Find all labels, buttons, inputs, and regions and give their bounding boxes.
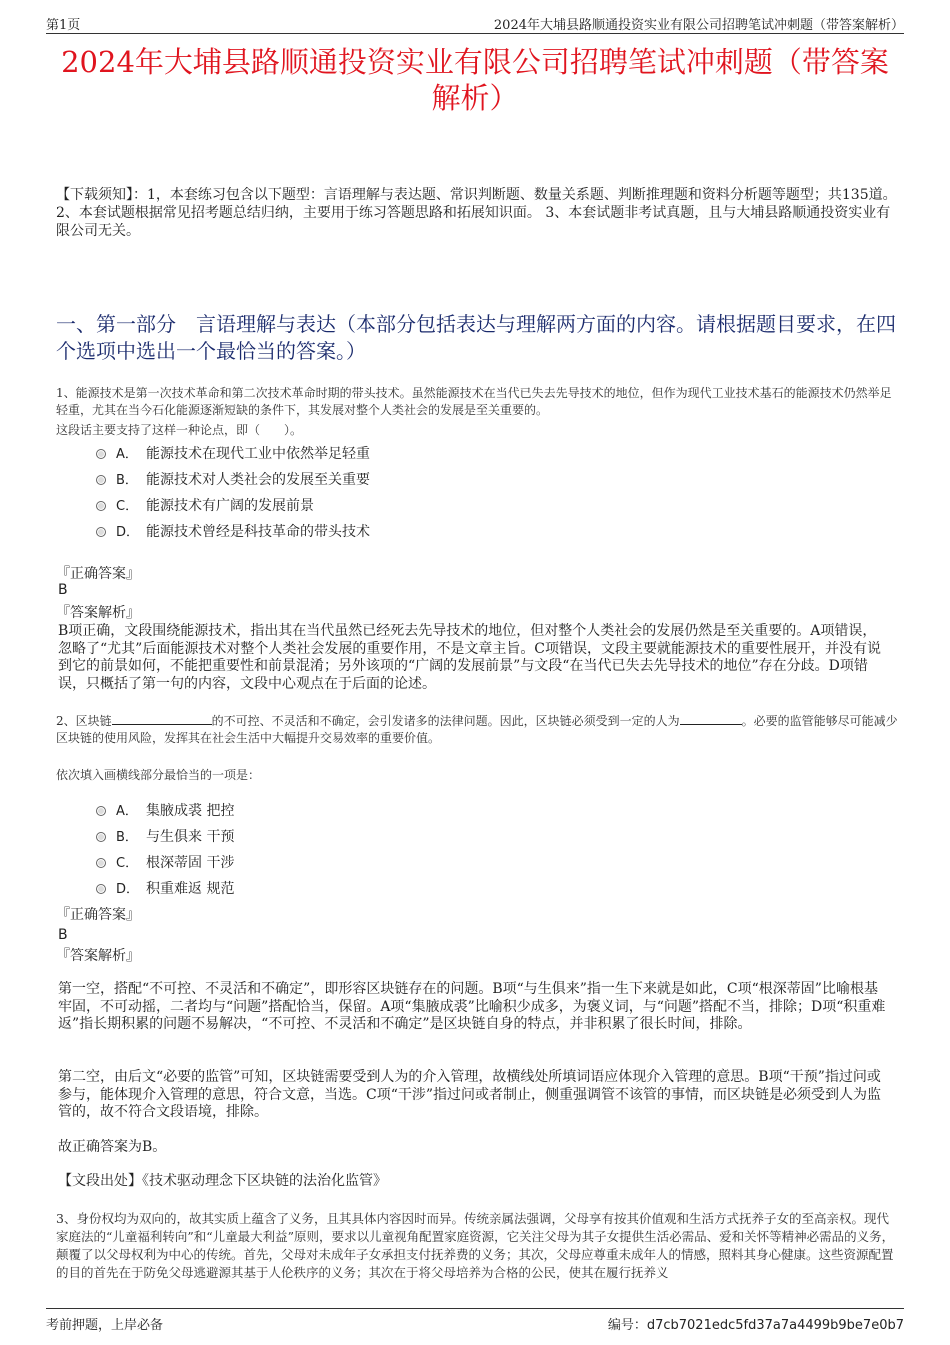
- option-b[interactable]: B． 能源技术对人类社会的发展至关重要: [96, 468, 370, 494]
- radio-icon[interactable]: [96, 475, 106, 485]
- q1-options: [96, 442, 370, 546]
- radio-icon[interactable]: [96, 806, 106, 816]
- footer-code: 编号：d7cb7021edc5fd37a7a4499b9be7e0b7: [607, 1318, 904, 1333]
- q2-analysis-label: 『答案解析』: [56, 948, 140, 964]
- q2-analysis-2: 第二空，由后文“必要的监管”可知，区块链需要受到人为的介入管理，故横线处所填词语应体现介入管理的意思。B项“干预”指过问或参与，能体现介入管理的意思，符合文意，当选。C项“干涉”指过问或者制止，侧重强调管不该管的事情，而区块链是必须受到人为监管的，故不符合文段语境，排除。: [58, 1069, 882, 1120]
- footer-slogan: 考前押题，上岸必备: [46, 1318, 164, 1333]
- q1-analysis: B项正确，文段围绕能源技术，指出其在当代虽然已经死去先导技术的地位，但对整个人类社会的发展仍然是至关重要的。A项错误，忽略了“尤其”后面能源技术对整个人类社会发展的重要作用，不是文章主旨。C项错误，文段主要就能源技术的重要性展开，并没有说到它的前景如何，不能把重要性和前景混淆；另外该项的“广阔的发展前景”与文段“在当代已失去先导技术的地位”存在分歧。D项错误，只概括了第一句的内容，文段中心观点在于后面的论述。: [58, 623, 882, 692]
- radio-icon[interactable]: [96, 527, 106, 537]
- radio-icon[interactable]: [96, 832, 106, 842]
- option-a[interactable]: A． 能源技术在现代工业中依然举足轻重: [96, 442, 370, 468]
- radio-icon[interactable]: [96, 858, 106, 868]
- footer-divider: [46, 1308, 904, 1309]
- q1-correct-label: 『正确答案』: [56, 566, 140, 582]
- option-c[interactable]: C． 根深蒂固 干涉: [96, 851, 234, 877]
- option-d[interactable]: D． 能源技术曾经是科技革命的带头技术: [96, 520, 370, 546]
- q2-correct-label: 『正确答案』: [56, 907, 140, 923]
- option-c[interactable]: C． 能源技术有广阔的发展前景: [96, 494, 370, 520]
- q1-prompt: 这段话主要支持了这样一种论点，即（ ）。: [56, 423, 303, 437]
- q2-options: [96, 799, 234, 903]
- q2-conclusion: 故正确答案为B。: [58, 1139, 167, 1155]
- radio-icon[interactable]: [96, 501, 106, 511]
- q1-stem: 1、能源技术是第一次技术革命和第二次技术革命时期的带头技术。虽然能源技术在当代已失去先导技术的地位，但作为现代工业技术基石的能源技术仍然举足轻重，尤其在当今石化能源逐渐短缺的条件下，其发展对整个人类社会的发展是至关重要的。: [56, 386, 892, 417]
- download-notice: 【下载须知】：1，本套练习包含以下题型：言语理解与表达题、常识判断题、数量关系题、判断推理题和资料分析题等题型；共135道。 2、本套试题根据常见招考题总结归纳，主要用于练习答题思路和拓展知识面。 3、本套试题非考试真题，且与大埔县路顺通投资实业有限公司无关。: [56, 187, 897, 239]
- option-b[interactable]: B． 与生俱来 干预: [96, 825, 234, 851]
- q2-blank-1: [112, 713, 212, 725]
- page-title: 2024年大埔县路顺通投资实业有限公司招聘笔试冲刺题（带答案解析）: [61, 45, 889, 115]
- header-doc-title: 2024年大埔县路顺通投资实业有限公司招聘笔试冲刺题（带答案解析）: [493, 18, 904, 33]
- radio-icon[interactable]: [96, 884, 106, 894]
- section-heading: 一、第一部分 言语理解与表达（本部分包括表达与理解两方面的内容。请根据题目要求，在四个选项中选出一个最恰当的答案。）: [56, 312, 896, 363]
- q2-analysis-1: 第一空，搭配“不可控、不灵活和不确定”，即形容区块链存在的问题。B项“与生俱来”指一生下来就是如此，C项“根深蒂固”比喻根基牢固，不可动摇，二者均与“问题”搭配恰当，保留。A项“集腋成裘”比喻积少成多，为褒义词，与“问题”搭配不当，排除；D项“积重难返”指长期积累的问题不易解决，“不可控、不灵活和不确定”是区块链自身的特点，并非积累了很长时间，排除。: [58, 981, 886, 1032]
- q1-analysis-label: 『答案解析』: [56, 605, 140, 621]
- option-a[interactable]: A． 集腋成裘 把控: [96, 799, 234, 825]
- page-number: 第1页: [46, 18, 81, 33]
- q2-prompt: 依次填入画横线部分最恰当的一项是：: [56, 768, 261, 782]
- q2-stem: 2、区块链 的不可控、不灵活和不确定，会引发诸多的法律问题。因此，区块链必须受到一定的人为 。必要的监管能够尽可能减少区块链的使用风险，发挥其在社会生活中大幅提升交易效率的重要价值。: [56, 714, 898, 745]
- q3-stem: 3、身份权均为双向的，故其实质上蕴含了义务，且其具体内容因时而异。传统亲属法强调，父母享有按其价值观和生活方式抚养子女的至高亲权。现代家庭法的“儿童福利转向”和“儿童最大利益”原则，要求以儿童视角配置家庭资源，它关注父母为其子女提供生活必需品、爱和关怀等精神必需品的义务，颠覆了以父母权利为中心的传统。首先，父母对未成年子女承担支付抚养费的义务；其次，父母应尊重未成年人的情感，照料其身心健康。这些资源配置的目的首先在于防免父母逃避源其基于人伦秩序的义务；其次在于将父母培养为合格的公民，使其在履行抚养义: [56, 1211, 895, 1280]
- radio-icon[interactable]: [96, 449, 106, 459]
- header-divider: [46, 33, 904, 34]
- q2-answer: B: [58, 927, 68, 943]
- page-header: [46, 14, 904, 34]
- q1-answer: B: [58, 582, 68, 598]
- q2-blank-2: [680, 713, 742, 725]
- q2-source: 【文段出处】《技术驱动理念下区块链的法治化监管》: [58, 1173, 387, 1189]
- option-d[interactable]: D． 积重难返 规范: [96, 877, 234, 903]
